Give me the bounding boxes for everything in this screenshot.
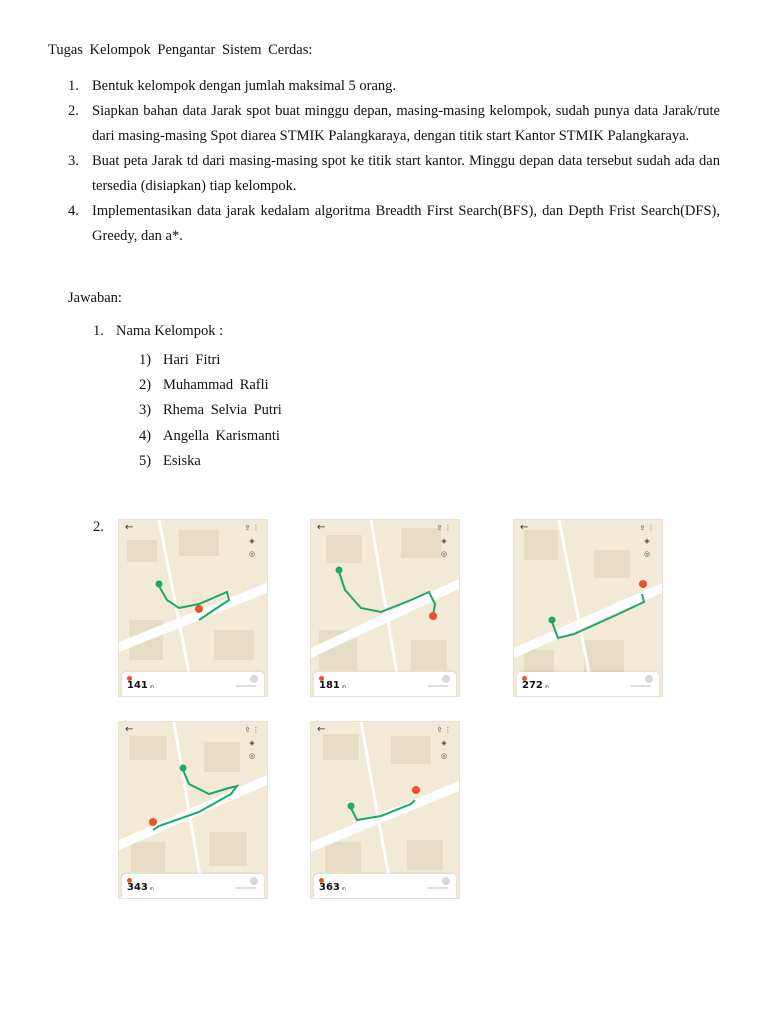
member-item [139,449,282,474]
more-icon[interactable]: ⋮ [444,726,452,734]
task-item [68,74,720,99]
avatar [442,877,450,885]
layers-icon[interactable]: ◈ [441,739,447,747]
arrow-left-icon[interactable]: ← [125,724,134,735]
route-screenshot [310,519,460,697]
task-number: 2. [68,103,79,119]
route-screenshot [513,519,663,697]
layers-icon[interactable]: ◈ [249,537,255,545]
share-icon[interactable]: ⇪ [244,524,251,532]
answer-number: 1. [93,323,104,339]
layers-icon[interactable]: ◈ [441,537,447,545]
route-screenshot [310,721,460,899]
member-list [139,348,282,474]
answer-number: 2. [93,519,104,535]
route-distance: 272 m [522,680,549,691]
task-number: 3. [68,153,79,169]
route-info-card[interactable] [122,672,264,696]
member-number: 2) [139,377,152,394]
member-name: Muhammad Rafli [163,377,269,394]
more-icon[interactable]: ⋮ [647,524,655,532]
route-meta [236,685,256,687]
task-item [68,199,720,249]
avatar [645,675,653,683]
share-icon[interactable]: ⇪ [244,726,251,734]
member-name: Esiska [163,452,201,469]
route-info-card[interactable] [314,874,456,898]
route-screenshot [118,721,268,899]
share-icon[interactable]: ⇪ [639,524,646,532]
arrow-left-icon[interactable]: ← [520,522,529,533]
group-name-heading [93,323,223,340]
member-number: 1) [139,352,152,368]
route-meta [428,685,448,687]
share-icon[interactable]: ⇪ [436,524,443,532]
route-info-card[interactable] [517,672,659,696]
member-item [139,373,282,398]
map-controls [433,522,455,561]
document-title: Tugas Kelompok Pengantar Sistem Cerdas: [48,42,313,58]
route-meta [236,887,256,889]
route-distance: 141 m [127,680,154,691]
member-item [139,348,282,373]
map-controls [433,724,455,763]
avatar [250,675,258,683]
member-name: Rhema Selvia Putri [163,402,282,419]
route-distance: 363 m [319,882,346,893]
member-number: 4) [139,427,152,444]
map-controls [241,522,263,561]
member-item [139,398,282,423]
location-icon[interactable]: ◎ [248,752,256,760]
arrow-left-icon[interactable]: ← [317,522,326,533]
route-screenshot [118,519,268,697]
arrow-left-icon[interactable]: ← [125,522,134,533]
more-icon[interactable]: ⋮ [444,524,452,532]
more-icon[interactable]: ⋮ [252,726,260,734]
route-distance: 343 m [127,882,154,893]
location-icon[interactable]: ◎ [440,550,448,558]
avatar [250,877,258,885]
task-number: 4. [68,203,79,219]
map-controls [636,522,658,561]
route-distance: 181 m [319,680,346,691]
route-info-card[interactable] [314,672,456,696]
map-controls [241,724,263,763]
location-icon[interactable]: ◎ [440,752,448,760]
member-number: 5) [139,452,152,469]
member-name: Hari Fitri [163,352,221,368]
group-label: Nama Kelompok : [116,323,224,339]
answer-heading: Jawaban: [68,290,122,306]
more-icon[interactable]: ⋮ [252,524,260,532]
avatar [442,675,450,683]
member-name: Angella Karismanti [163,427,280,444]
location-icon[interactable]: ◎ [643,550,651,558]
task-text: Siapkan bahan data Jarak spot buat minggu depan, masing-masing kelompok, sudah punya data Jarak/rute dari masing-masing Spot diarea STMIK Palangkaraya, dengan titik start Kantor STMIK Palangkaraya. [92,103,720,144]
task-list [68,74,720,249]
share-icon[interactable]: ⇪ [436,726,443,734]
layers-icon[interactable]: ◈ [644,537,650,545]
route-meta [631,685,651,687]
arrow-left-icon[interactable]: ← [317,724,326,735]
task-text: Implementasikan data jarak kedalam algoritma Breadth First Search(BFS), dan Depth Frist Search(DFS), Greedy, dan a*. [92,203,720,244]
member-item [139,424,282,449]
route-info-card[interactable] [122,874,264,898]
task-number: 1. [68,78,79,94]
location-icon[interactable]: ◎ [248,550,256,558]
task-text: Buat peta Jarak td dari masing-masing spot ke titik start kantor. Minggu depan data tersebut sudah ada dan tersedia (disiapkan) tiap kelompok. [92,153,720,194]
route-meta [428,887,448,889]
task-item [68,149,720,199]
layers-icon[interactable]: ◈ [249,739,255,747]
task-item [68,99,720,149]
member-number: 3) [139,402,152,419]
task-text: Bentuk kelompok dengan jumlah maksimal 5 orang. [92,78,397,94]
